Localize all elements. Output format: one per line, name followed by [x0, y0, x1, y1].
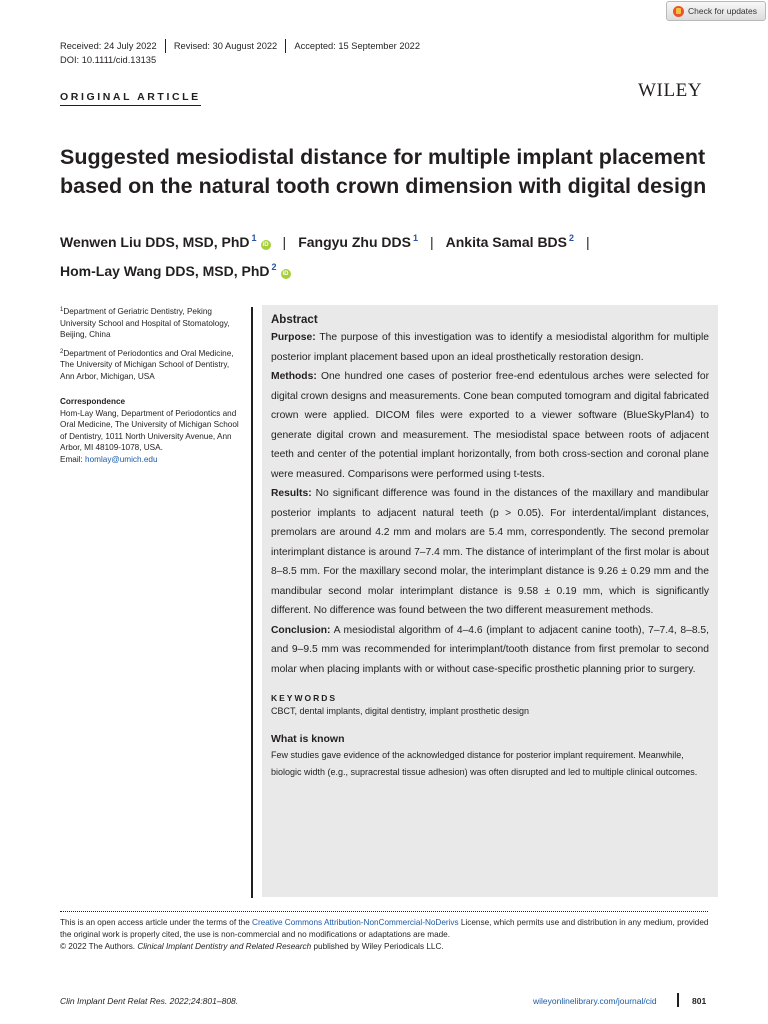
- keywords-text: CBCT, dental implants, digital dentistry, implant prosthetic design: [271, 706, 529, 716]
- author-affiliation-ref[interactable]: 1: [412, 233, 418, 243]
- correspondence-heading: Correspondence: [60, 397, 126, 406]
- article-dates: [60, 39, 420, 53]
- what-is-known-heading: What is known: [271, 733, 345, 745]
- journal-url-link[interactable]: wileyonlinelibrary.com/journal/cid: [533, 996, 657, 1006]
- footer-citation: Clin Implant Dent Relat Res. 2022;24:801–808.: [60, 996, 239, 1006]
- footer-separator: [677, 993, 679, 1007]
- author-name: Fangyu Zhu DDS: [298, 234, 411, 250]
- affiliation-number: 1: [60, 307, 64, 313]
- affiliation-2: [60, 347, 245, 383]
- conclusion-label: Conclusion:: [271, 624, 331, 636]
- author-affiliation-ref[interactable]: 1: [251, 233, 257, 243]
- license-post: License, which permits use and distribution in any medium, provided the original work is properly cited, the use is non-commercial and no modifications or adaptations are made.: [60, 918, 709, 939]
- author-affiliation-ref[interactable]: 2: [271, 262, 277, 272]
- received-date: Received: 24 July 2022: [60, 41, 157, 51]
- email-link[interactable]: homlay@umich.edu: [85, 454, 158, 464]
- author-name: Wenwen Liu DDS, MSD, PhD: [60, 234, 250, 250]
- license-notice: [60, 917, 710, 953]
- date-separator: [285, 39, 286, 53]
- orcid-icon[interactable]: iD: [262, 242, 269, 248]
- article-type: ORIGINAL ARTICLE: [60, 91, 201, 106]
- check-updates-label: Check for updates: [688, 6, 757, 16]
- license-pre: This is an open access article under the terms of the: [60, 918, 253, 927]
- correspondence-address: Hom-Lay Wang, Department of Periodontics and Oral Medicine, The University of Michigan School of Dentistry, 1011 North University Avenue, Ann Arbor, MI 48109-1078, USA.: [60, 408, 239, 452]
- abstract-heading: Abstract: [271, 314, 318, 326]
- abstract-box: [262, 305, 718, 897]
- what-is-known-text: Few studies gave evidence of the acknowledged distance for posterior implant requirement. Meanwhile, biologic width (e.g., supracrestal tissue adhesion) was often disrupted and led to multiple clinical outcomes.: [271, 750, 698, 777]
- orcid-icon[interactable]: iD: [282, 271, 289, 277]
- results-text: No significant difference was found in the distances of the maxillary and mandibular posterior implants to adjacent natural teeth (p > 0.05). For interdental/implant distances, premolars are around 4.2 mm and molars are 5.4 mm, correspondently. The second premolar interimplant distance is around 7–7.4 mm. The distance of interimplant of the first molar is about 8–8.5 mm. For the maxillary second molar, the interimplant distance is 9.26 ± 0.29 mm and the mandibular second molar interimplant distance is 9.58 ± 0.19 mm, which is significantly different. No difference was found between the two different measurement methods.: [271, 488, 709, 616]
- author-separator: |: [282, 234, 287, 250]
- author-separator: |: [429, 234, 434, 250]
- author-name: Hom-Lay Wang DDS, MSD, PhD: [60, 263, 270, 279]
- conclusion-text: A mesiodistal algorithm of 4–4.6 (implant to adjacent canine tooth), 7–7.4, 8–8.5, and 9–9.5 mm was recommended for interimplant/tooth distance from first premolar to second molar when placing implants with or without case-specific prosthetic planning prior to surgery.: [271, 624, 709, 675]
- doi: DOI: 10.1111/cid.13135: [60, 55, 157, 65]
- methods-label: Methods:: [271, 371, 317, 382]
- keywords-heading: KEYWORDS: [271, 693, 338, 703]
- affiliation-text: Department of Geriatric Dentistry, Peking University School and Hospital of Stomatology, Beijing, China: [60, 307, 230, 339]
- copyright-pre: © 2022 The Authors.: [60, 942, 138, 951]
- purpose-label: Purpose:: [271, 332, 316, 343]
- publisher-logo: WILEY: [638, 80, 703, 101]
- copyright-post: published by Wiley Periodicals LLC.: [311, 942, 444, 951]
- accepted-date: Accepted: 15 September 2022: [294, 41, 421, 51]
- methods-text: One hundred one cases of posterior free-end edentulous arches were selected for digital crown designs and measurements. Cone bean computed tomogram and digital fabricated crown were applied. DICOM files were exported to a viewer software (BlueSkyPlan4) to generate digital crown and measurement. The mesiodistal space between roots of adjacent teeth and center of the potential implant horizontally, from both cross-section and coronal plane were measured. Comparisons were performed using t-tests.: [271, 371, 709, 480]
- affiliation-text: Department of Periodontics and Oral Medicine, The University of Michigan School of Dentistry, Ann Arbor, Michigan, USA: [60, 348, 234, 381]
- abstract-methods: [271, 367, 709, 484]
- abstract-purpose: [271, 328, 709, 367]
- article-title: [60, 143, 740, 201]
- author-list: [60, 226, 730, 284]
- title-line-1: Suggested mesiodistal distance for multiple implant placement: [60, 145, 706, 169]
- affiliation-number: 2: [60, 348, 64, 355]
- footnote-divider: [60, 911, 708, 912]
- revised-date: Revised: 30 August 2022: [173, 41, 278, 51]
- check-updates-icon: [673, 6, 684, 17]
- copyright-text: [60, 941, 710, 953]
- results-label: Results:: [271, 488, 312, 499]
- affiliations-column: [60, 305, 245, 471]
- license-link[interactable]: Creative Commons Attribution-NonCommercial-NoDerivs: [252, 918, 459, 927]
- check-for-updates-button[interactable]: [666, 1, 766, 21]
- affiliation-1: [60, 305, 245, 341]
- abstract-results: [271, 484, 709, 621]
- date-separator: [165, 39, 166, 53]
- email-label: Email:: [60, 454, 86, 464]
- author-name: Ankita Samal BDS: [445, 234, 567, 250]
- license-text: [60, 917, 710, 941]
- author-separator: |: [586, 234, 590, 250]
- correspondence-text: [60, 408, 245, 466]
- title-line-2: based on the natural tooth crown dimension with digital design: [60, 174, 707, 198]
- journal-name: Clinical Implant Dentistry and Related Research: [137, 942, 312, 951]
- column-divider: [251, 307, 253, 898]
- page-number: 801: [692, 996, 707, 1006]
- abstract-conclusion: [271, 621, 709, 680]
- author-affiliation-ref[interactable]: 2: [569, 233, 575, 243]
- purpose-text: The purpose of this investigation was to identify a mesiodistal algorithm for multiple posterior implant placement based upon an ideal prosthetically restoration design.: [271, 332, 709, 363]
